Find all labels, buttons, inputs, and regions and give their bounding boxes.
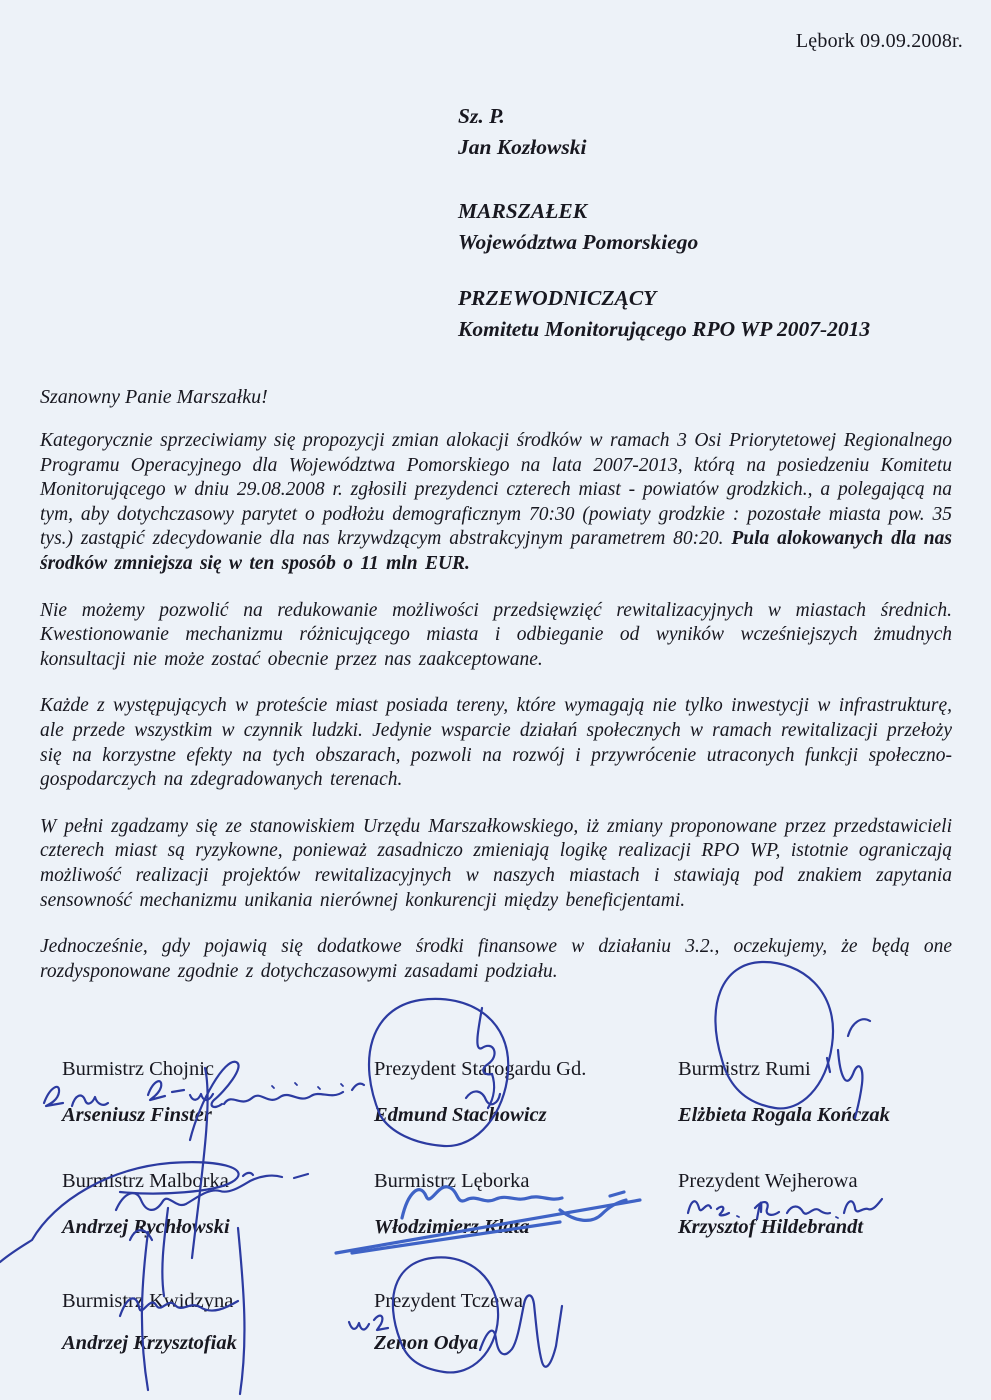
- signatory-office: Burmistrz Kwidzyna: [62, 1290, 234, 1312]
- signatory-office: Prezydent Tczewa: [374, 1290, 524, 1312]
- signatory-name: Krzysztof Hildebrandt: [678, 1216, 864, 1238]
- paragraph-text: Jednocześnie, gdy pojawią się dodatkowe środki finansowe w działaniu 3.2., oczekujemy, że będą one rozdysponowane zgodnie z dotychczasowymi zasadami podziału.: [40, 936, 952, 982]
- body-paragraph: [40, 429, 952, 577]
- paragraph-bold-text: Pula alokowanych dla nas środków zmniejsza się w ten sposób o 11 mln EUR.: [40, 528, 952, 574]
- signatory-name: Andrzej Rychłowski: [62, 1216, 230, 1238]
- signatory-office: Burmistrz Rumi: [678, 1058, 811, 1080]
- paragraph-text: Nie możemy pozwolić na redukowanie możliwości przedsięwzięć rewitalizacyjnych w miastach średnich. Kwestionowanie mechanizmu różnicującego miasta i odbieganie od wyników wcześniejszych żmudnych konsultacji nie może zostać obecnie przez nas zaakceptowane.: [40, 599, 952, 670]
- letter-body: [40, 429, 952, 1006]
- paragraph-text: Kategorycznie sprzeciwiamy się propozycji zmian alokacji środków w ramach 3 Osi Priorytetowej Regionalnego Programu Operacyjnego dla Województwa Pomorskiego na lata 2007-2013, którą na posiedzeniu Komitetu Monitorującego w dniu 29.08.2008 r. zgłosili prezydenci czterech miast - powiatów grodzkich., a polegającą na tym, aby dotychczasowy parytet o podłożu demograficznym 70:30 (powiaty grodzkie : pozostałe miasta pow. 35 tys.) zastąpić zdecydowanie dla nas krzywdzącym abstrakcyjnym parametrem 80:20.: [40, 430, 952, 550]
- recipient-salutation-prefix: Sz. P.: [458, 104, 505, 128]
- signature-block-rumia: [678, 1058, 890, 1127]
- signature-block-wejherowo: [678, 1170, 863, 1239]
- signatory-office: Prezydent Wejherowa: [678, 1170, 858, 1192]
- signature-block-chojnice: [62, 1058, 214, 1127]
- recipient-block: [458, 101, 870, 345]
- paragraph-text: Każde z występujących w proteście miast posiada tereny, które wymagają nie tylko inwestycji w infrastrukturę, ale przede wszystkim w czynnik ludzki. Jedynie wsparcie działań społecznych w ramach rewitalizacji przełoży się na korzystne efekty na tych obszarach, pozwoli na rozwój i przywrócenie utraconych funkcji społeczno-gospodarczych na zdegradowanych terenach.: [40, 695, 952, 791]
- signature-block-kwidzyn: [62, 1290, 237, 1355]
- signatory-name: Andrzej Krzysztofiak: [62, 1332, 237, 1354]
- salutation: Szanowny Panie Marszałku!: [40, 386, 268, 408]
- signatory-name: Zenon Odya: [374, 1332, 479, 1354]
- body-paragraph: [40, 694, 952, 792]
- recipient-name: Jan Kozłowski: [458, 135, 587, 159]
- body-paragraph: [40, 599, 952, 673]
- recipient-title2: PRZEWODNICZĄCY: [458, 286, 657, 310]
- signature-block-lebork: [374, 1170, 529, 1239]
- dateline: Lębork 09.09.2008r.: [795, 30, 963, 52]
- signature-block-starogard: [374, 1058, 586, 1127]
- recipient-title2-sub: Komitetu Monitorującego RPO WP 2007-2013: [458, 317, 871, 341]
- paragraph-text: W pełni zgadzamy się ze stanowiskiem Urzędu Marszałkowskiego, iż zmiany proponowane przez przedstawicieli czterech miast są ryzykowne, ponieważ zasadniczo zmieniają logikę realizacji RPO WP, istotnie ograniczają możliwość realizacji projektów rewitalizacyjnych w naszych miastach i stawiają pod znakiem zapytania sensowność mechanizmu unikania nierównej konkurencji między beneficjentami.: [40, 815, 952, 911]
- signatory-name: Elżbieta Rogala Kończak: [678, 1104, 890, 1126]
- signatory-office: Burmistrz Lęborka: [374, 1170, 530, 1192]
- recipient-title1: MARSZAŁEK: [458, 199, 588, 223]
- recipient-title1-sub: Województwa Pomorskiego: [458, 230, 699, 254]
- signature-block-malbork: [62, 1170, 230, 1239]
- signature-block-tczew: [374, 1290, 523, 1355]
- body-paragraph: [40, 815, 952, 913]
- signatory-name: Edmund Stachowicz: [374, 1104, 547, 1126]
- signatory-office: Burmistrz Malborka: [62, 1170, 229, 1192]
- signatory-name: Arseniusz Finster: [62, 1104, 212, 1126]
- body-paragraph: [40, 935, 952, 984]
- signatory-name: Włodzimierz Klata: [374, 1216, 530, 1238]
- signatory-office: Prezydent Starogardu Gd.: [374, 1058, 587, 1080]
- signatory-office: Burmistrz Chojnic: [62, 1058, 215, 1080]
